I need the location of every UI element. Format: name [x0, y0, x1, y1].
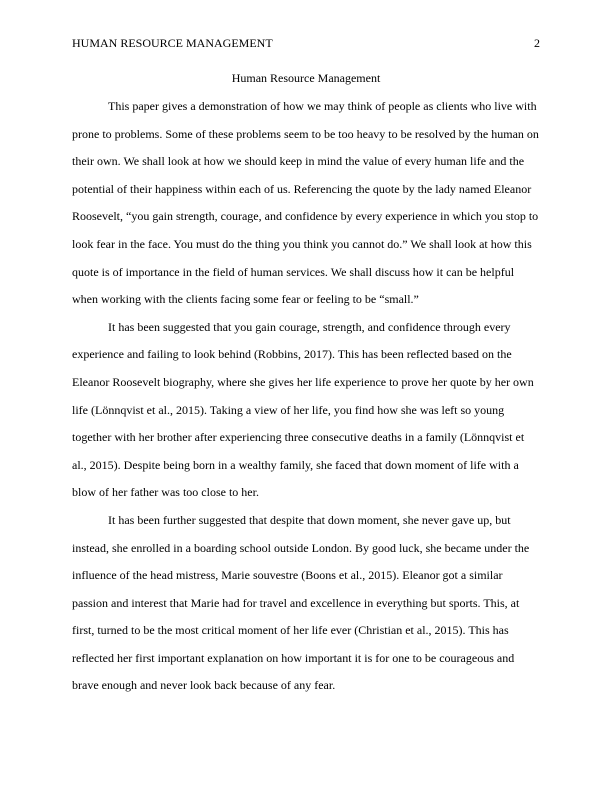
page-number: 2	[534, 36, 540, 50]
paragraph-3: It has been further suggested that despite that down moment, she never gave up, but instead, she enrolled in a boarding school outside London. By good luck, she became under the influence of the head mistress, Marie souvestre (Boons et al., 2015). Eleanor got a similar passion and interest that Marie had for travel and excellence in everything but sports. This, at first, turned to be the most critical moment of her life ever (Christian et al., 2015). This has reflected her first important explanation on how important it is for one to be courageous and brave enough and never look back because of any fear.	[72, 512, 530, 693]
paragraph-1: This paper gives a demonstration of how we may think of people as clients who live with prone to problems. Some of these problems seem to be too heavy to be resolved by the human on their own. We shall look at how we should keep in mind the value of every human life and the potential of their happiness within each of us. Referencing the quote by the lady named Eleanor Roosevelt, “you gain strength, courage, and confidence by every experience in which you stop to look fear in the face. You must do the thing you think you cannot do.” We shall look at how this quote is of importance in the field of human services. We shall discuss how it can be helpful when working with the clients facing some fear or feeling to be “small.”	[72, 99, 539, 307]
document-body	[72, 93, 540, 700]
running-head: HUMAN RESOURCE MANAGEMENT	[72, 36, 273, 50]
document-title: Human Resource Management	[231, 71, 381, 85]
paragraph-2: It has been suggested that you gain courage, strength, and confidence through every experience and failing to look behind (Robbins, 2017). This has been reflected based on the Eleanor Roosevelt biography, where she gives her life experience to prove her quote by her own life (Lönnqvist et al., 2015). Taking a view of her life, you find how she was left so young together with her brother after experiencing three consecutive deaths in a family (Lönnqvist et al., 2015). Despite being born in a wealthy family, she faced that down moment of life with a blow of her father was too close to her.	[72, 319, 534, 500]
